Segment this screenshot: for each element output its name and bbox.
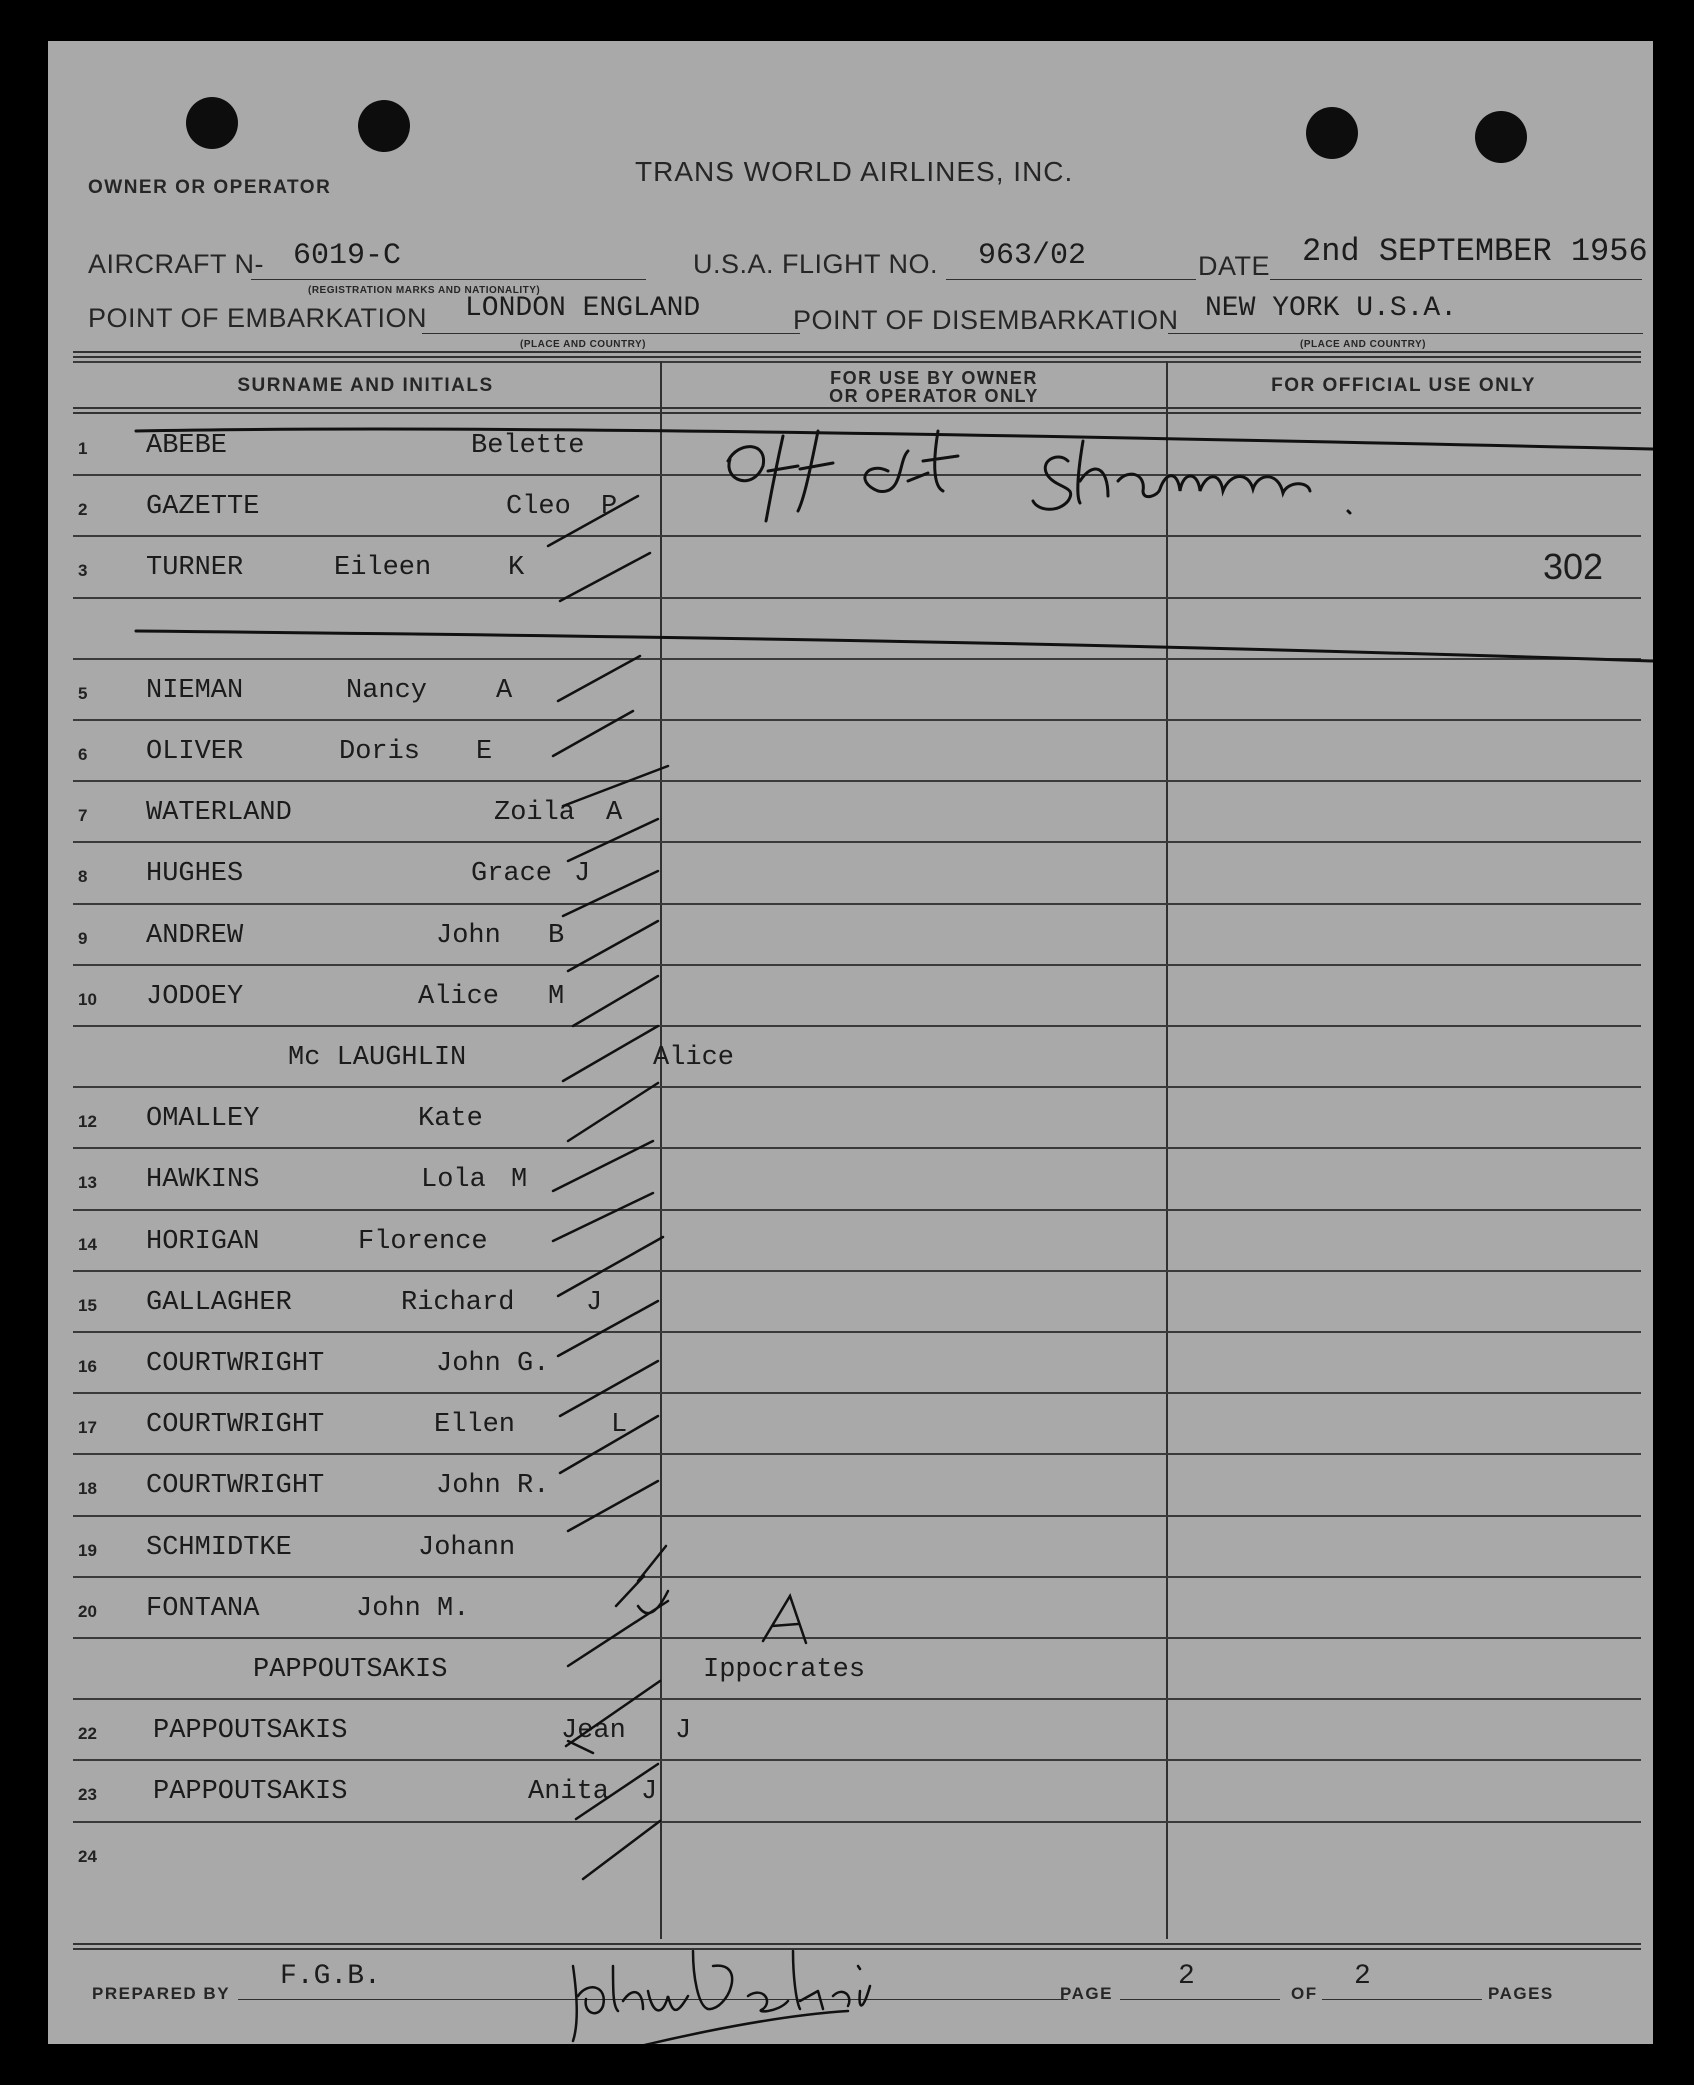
passenger-surname: Mc LAUGHLIN <box>288 1043 467 1073</box>
row-number: 3 <box>78 561 88 581</box>
passenger-initial: M <box>548 981 565 1012</box>
passenger-first-name: Alice <box>418 981 500 1012</box>
aircraft-note: (REGISTRATION MARKS AND NATIONALITY) <box>308 285 541 296</box>
row-number: 22 <box>78 1724 97 1744</box>
check-mark <box>553 1141 653 1191</box>
passenger-surname: TURNER <box>146 553 244 584</box>
passenger-surname: WATERLAND <box>146 798 292 829</box>
passenger-first-name: Ellen <box>434 1410 516 1441</box>
column-header-official: FOR OFFICIAL USE ONLY <box>1271 375 1536 396</box>
passenger-surname: COURTWRIGHT <box>146 1349 325 1379</box>
page-value: 2 <box>1178 1961 1195 1992</box>
passenger-first-name: Doris <box>339 737 421 767</box>
passenger-initial: E <box>476 737 493 767</box>
check-mark <box>558 1301 658 1356</box>
passenger-initial: J <box>574 859 591 890</box>
passenger-surname: FONTANA <box>146 1593 260 1624</box>
prepared-by-value: F.G.B. <box>280 1961 381 1992</box>
disembarkation-note: (PLACE AND COUNTRY) <box>1300 339 1426 350</box>
passenger-surname: COURTWRIGHT <box>146 1471 325 1502</box>
row-number: 19 <box>78 1540 97 1560</box>
passenger-surname: NIEMAN <box>146 675 244 706</box>
passenger-surname: ABEBE <box>146 431 228 461</box>
check-mark <box>568 819 658 861</box>
flight-label: U.S.A. FLIGHT NO. <box>693 249 939 279</box>
passenger-first-name: Grace <box>471 859 553 890</box>
passenger-initial: P <box>601 492 618 523</box>
passenger-first-name: John M. <box>356 1593 470 1624</box>
row-number: 9 <box>78 928 88 948</box>
passenger-initial: B <box>548 920 565 951</box>
passenger-first-name: Lola <box>421 1165 486 1196</box>
passenger-initial: A <box>606 798 623 829</box>
prepared-by-label: PREPARED BY <box>92 1984 231 2003</box>
check-mark <box>563 871 658 916</box>
passenger-first-name: Richard <box>401 1287 515 1318</box>
passenger-first-name: Cleo <box>506 492 571 523</box>
check-mark <box>558 656 640 701</box>
check-mark <box>548 496 638 546</box>
passenger-first-name: John G. <box>436 1349 550 1379</box>
passenger-first-name: John <box>436 920 501 951</box>
check-mark <box>638 1546 666 1581</box>
of-value: 2 <box>1354 1961 1371 1992</box>
row-number: 17 <box>78 1418 97 1438</box>
check-mark <box>568 921 658 971</box>
check-mark <box>563 1026 658 1081</box>
passenger-surname: GALLAGHER <box>146 1287 292 1318</box>
row-number: 8 <box>78 867 88 887</box>
passenger-surname: ANDREW <box>146 920 244 951</box>
check-mark <box>568 1083 658 1141</box>
embarkation-label: POINT OF EMBARKATION <box>88 303 428 333</box>
passenger-surname: JODOEY <box>146 981 244 1012</box>
check-mark <box>576 1764 658 1819</box>
check-mark <box>560 553 650 601</box>
passenger-surname: OLIVER <box>146 737 244 767</box>
passenger-first-name: Kate <box>418 1104 483 1135</box>
passenger-surname: PAPPOUTSAKIS <box>153 1777 348 1808</box>
passenger-initial: L <box>611 1410 628 1441</box>
passenger-first-name: Florence <box>358 1226 488 1257</box>
passenger-first-name: Eileen <box>334 553 432 584</box>
strike-line-row-4 <box>136 631 1653 661</box>
check-mark <box>573 976 658 1026</box>
remark-letter-a <box>763 1596 806 1643</box>
passenger-initial: J <box>641 1777 658 1808</box>
row-number: 1 <box>78 439 88 458</box>
page-label: PAGE <box>1060 1984 1113 2003</box>
embarkation-note: (PLACE AND COUNTRY) <box>520 339 646 350</box>
passenger-first-name: Zoila <box>494 798 576 829</box>
passenger-surname: GAZETTE <box>146 492 260 523</box>
disembarkation-label: POINT OF DISEMBARKATION <box>793 305 1179 335</box>
row-number: 15 <box>78 1295 97 1315</box>
column-header-owner-line1: FOR USE BY OWNER <box>830 368 1038 388</box>
passenger-initial: M <box>511 1165 528 1196</box>
passenger-initial: J <box>586 1287 603 1318</box>
date-label: DATE <box>1198 251 1271 281</box>
row-number: 12 <box>78 1112 97 1132</box>
check-mark <box>560 1416 658 1473</box>
row-number: 2 <box>78 500 88 520</box>
column-header-owner-line2: OR OPERATOR ONLY <box>829 386 1039 406</box>
row-number: 18 <box>78 1479 97 1499</box>
official-use-value: 302 <box>1543 546 1604 587</box>
column-header-surname: SURNAME AND INITIALS <box>237 375 494 396</box>
aircraft-label: AIRCRAFT N- <box>88 249 265 279</box>
row-number: 13 <box>78 1173 97 1193</box>
passenger-first-name: Nancy <box>346 675 428 706</box>
row-number: 20 <box>78 1601 97 1621</box>
row-number: 5 <box>78 683 88 703</box>
check-mark <box>583 1821 660 1879</box>
passenger-surname: PAPPOUTSAKIS <box>253 1655 448 1685</box>
flight-value: 963/02 <box>978 239 1087 273</box>
passenger-first-name: Belette <box>471 431 585 461</box>
check-mark <box>558 1237 663 1296</box>
passenger-initial: A <box>496 675 513 706</box>
strike-line-row-1 <box>136 429 1653 449</box>
pages-label: PAGES <box>1488 1984 1554 2003</box>
passenger-initial: J <box>675 1716 692 1747</box>
passenger-initial: K <box>508 553 525 584</box>
row-number: 14 <box>78 1234 97 1254</box>
check-mark <box>553 711 633 756</box>
disembarkation-value: NEW YORK U.S.A. <box>1205 293 1458 324</box>
date-value: 2nd SEPTEMBER 1956 <box>1302 233 1648 270</box>
passenger-surname: HUGHES <box>146 859 244 890</box>
remark-scrawl <box>728 431 1350 521</box>
row-number: 7 <box>78 806 88 826</box>
passenger-surname: HORIGAN <box>146 1226 260 1257</box>
operator-name: TRANS WORLD AIRLINES, INC. <box>635 156 1074 187</box>
row-number: 10 <box>78 989 97 1009</box>
passenger-first-name: Johann <box>418 1532 516 1563</box>
owner-label: OWNER OR OPERATOR <box>88 177 332 198</box>
passenger-first-name: Anita <box>528 1777 610 1808</box>
passenger-surname: SCHMIDTKE <box>146 1532 292 1563</box>
signature-scrawl <box>548 1951 870 2044</box>
passenger-first-name: Ippocrates <box>703 1655 866 1685</box>
row-number: 6 <box>78 745 88 764</box>
check-mark <box>616 1576 644 1606</box>
passenger-surname: PAPPOUTSAKIS <box>153 1716 348 1747</box>
passenger-surname: OMALLEY <box>146 1104 260 1135</box>
passenger-surname: HAWKINS <box>146 1165 260 1196</box>
row-number: 23 <box>78 1785 97 1805</box>
passenger-first-name: Jean <box>561 1716 626 1747</box>
of-label: OF <box>1291 1984 1318 2003</box>
check-mark <box>553 1193 653 1241</box>
check-mark <box>566 1681 660 1753</box>
manifest-sheet <box>48 41 1653 2044</box>
aircraft-value: 6019-C <box>293 239 402 273</box>
row-number: 24 <box>78 1846 97 1866</box>
handwritten-annotations <box>48 41 1653 2044</box>
row-number: 16 <box>78 1357 97 1376</box>
embarkation-value: LONDON ENGLAND <box>465 293 701 324</box>
check-mark <box>568 1481 658 1531</box>
passenger-surname: COURTWRIGHT <box>146 1410 325 1441</box>
passenger-first-name: Alice <box>653 1043 735 1073</box>
passenger-first-name: John R. <box>436 1471 550 1502</box>
check-mark <box>563 766 668 806</box>
check-mark <box>560 1361 658 1416</box>
